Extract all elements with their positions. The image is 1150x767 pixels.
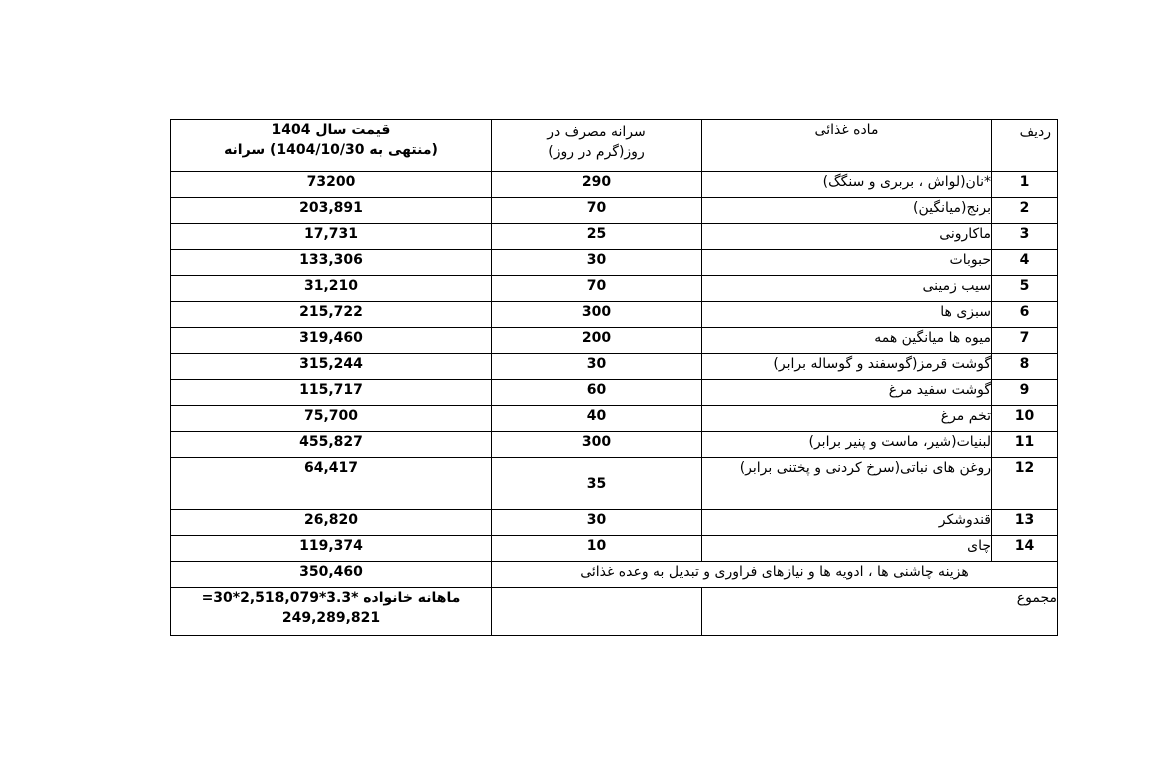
row-price: 455,827 bbox=[171, 432, 492, 458]
row-item: تخم مرغ bbox=[702, 406, 992, 432]
row-consumption: 70 bbox=[492, 276, 702, 302]
row-item: گوشت سفید مرغ bbox=[702, 380, 992, 406]
row-index: 3 bbox=[992, 224, 1058, 250]
row-price: 315,244 bbox=[171, 354, 492, 380]
table-row bbox=[171, 510, 1058, 536]
misc-price: 350,460 bbox=[171, 562, 492, 588]
row-price: 119,374 bbox=[171, 536, 492, 562]
row-consumption: 30 bbox=[492, 510, 702, 536]
row-index: 11 bbox=[992, 432, 1058, 458]
table-row bbox=[171, 302, 1058, 328]
row-price: 115,717 bbox=[171, 380, 492, 406]
table-row bbox=[171, 224, 1058, 250]
row-price: 215,722 bbox=[171, 302, 492, 328]
row-price: 64,417 bbox=[171, 458, 492, 510]
row-consumption: 35 bbox=[492, 458, 702, 510]
row-price: 26,820 bbox=[171, 510, 492, 536]
row-index: 8 bbox=[992, 354, 1058, 380]
total-row bbox=[171, 588, 1058, 636]
row-price: 31,210 bbox=[171, 276, 492, 302]
row-index: 1 bbox=[992, 172, 1058, 198]
row-index: 7 bbox=[992, 328, 1058, 354]
row-index: 5 bbox=[992, 276, 1058, 302]
table-row bbox=[171, 198, 1058, 224]
row-price: 17,731 bbox=[171, 224, 492, 250]
row-consumption: 25 bbox=[492, 224, 702, 250]
total-monthly-line1: ماهانه خانواده *3.3*2,518,079*30= bbox=[201, 590, 461, 606]
total-label: مجموع bbox=[702, 588, 1058, 636]
food-cost-table bbox=[170, 119, 1058, 636]
total-empty-cell bbox=[492, 588, 702, 636]
row-item: میوه ها میانگین همه bbox=[702, 328, 992, 354]
row-item: برنج(میانگین) bbox=[702, 198, 992, 224]
row-item: لبنیات(شیر، ماست و پنیر برابر) bbox=[702, 432, 992, 458]
row-consumption: 10 bbox=[492, 536, 702, 562]
row-index: 4 bbox=[992, 250, 1058, 276]
row-index: 10 bbox=[992, 406, 1058, 432]
row-price: 319,460 bbox=[171, 328, 492, 354]
total-monthly-line2: 249,289,821 bbox=[281, 610, 381, 626]
table-row bbox=[171, 432, 1058, 458]
table-row bbox=[171, 276, 1058, 302]
row-item: سیب زمینی bbox=[702, 276, 992, 302]
row-item: روغن های نباتی(سرخ کردنی و پختنی برابر) bbox=[702, 458, 992, 510]
row-consumption: 300 bbox=[492, 302, 702, 328]
row-index: 13 bbox=[992, 510, 1058, 536]
row-item: چای bbox=[702, 536, 992, 562]
table-row bbox=[171, 458, 1058, 510]
row-index: 2 bbox=[992, 198, 1058, 224]
row-item: گوشت قرمز(گوسفند و گوساله برابر) bbox=[702, 354, 992, 380]
row-consumption: 30 bbox=[492, 354, 702, 380]
row-item: ماکارونی bbox=[702, 224, 992, 250]
row-consumption: 60 bbox=[492, 380, 702, 406]
row-index: 9 bbox=[992, 380, 1058, 406]
row-price: 133,306 bbox=[171, 250, 492, 276]
row-item: *نان(لواش ، بربری و سنگگ) bbox=[702, 172, 992, 198]
row-item: حبوبات bbox=[702, 250, 992, 276]
header-index: ردیف bbox=[992, 120, 1058, 172]
table-row bbox=[171, 380, 1058, 406]
row-consumption: 290 bbox=[492, 172, 702, 198]
row-index: 14 bbox=[992, 536, 1058, 562]
header-consumption: سرانه مصرف در روز(گرم در روز) bbox=[492, 120, 702, 172]
misc-row bbox=[171, 562, 1058, 588]
table-row bbox=[171, 328, 1058, 354]
table-row bbox=[171, 406, 1058, 432]
table-row bbox=[171, 354, 1058, 380]
table-row bbox=[171, 172, 1058, 198]
header-row bbox=[171, 120, 1058, 172]
table-row bbox=[171, 250, 1058, 276]
row-consumption: 30 bbox=[492, 250, 702, 276]
table-row bbox=[171, 536, 1058, 562]
total-monthly bbox=[171, 588, 492, 636]
row-price: 75,700 bbox=[171, 406, 492, 432]
row-item: سبزی ها bbox=[702, 302, 992, 328]
header-price-line2: (منتهی به 1404/10/30) سرانه bbox=[224, 142, 438, 158]
row-consumption: 40 bbox=[492, 406, 702, 432]
row-item: قندوشکر bbox=[702, 510, 992, 536]
row-price: 203,891 bbox=[171, 198, 492, 224]
header-price bbox=[171, 120, 492, 172]
misc-label: هزینه چاشنی ها ، ادویه ها و نیازهای فراوری و تبدیل به وعده غذائی bbox=[492, 562, 1058, 588]
row-index: 12 bbox=[992, 458, 1058, 510]
row-consumption: 200 bbox=[492, 328, 702, 354]
header-item: ماده غذائی bbox=[702, 120, 992, 172]
row-consumption: 70 bbox=[492, 198, 702, 224]
row-price: 73200 bbox=[171, 172, 492, 198]
row-index: 6 bbox=[992, 302, 1058, 328]
row-consumption: 300 bbox=[492, 432, 702, 458]
header-price-line1: قیمت سال 1404 bbox=[271, 122, 391, 138]
